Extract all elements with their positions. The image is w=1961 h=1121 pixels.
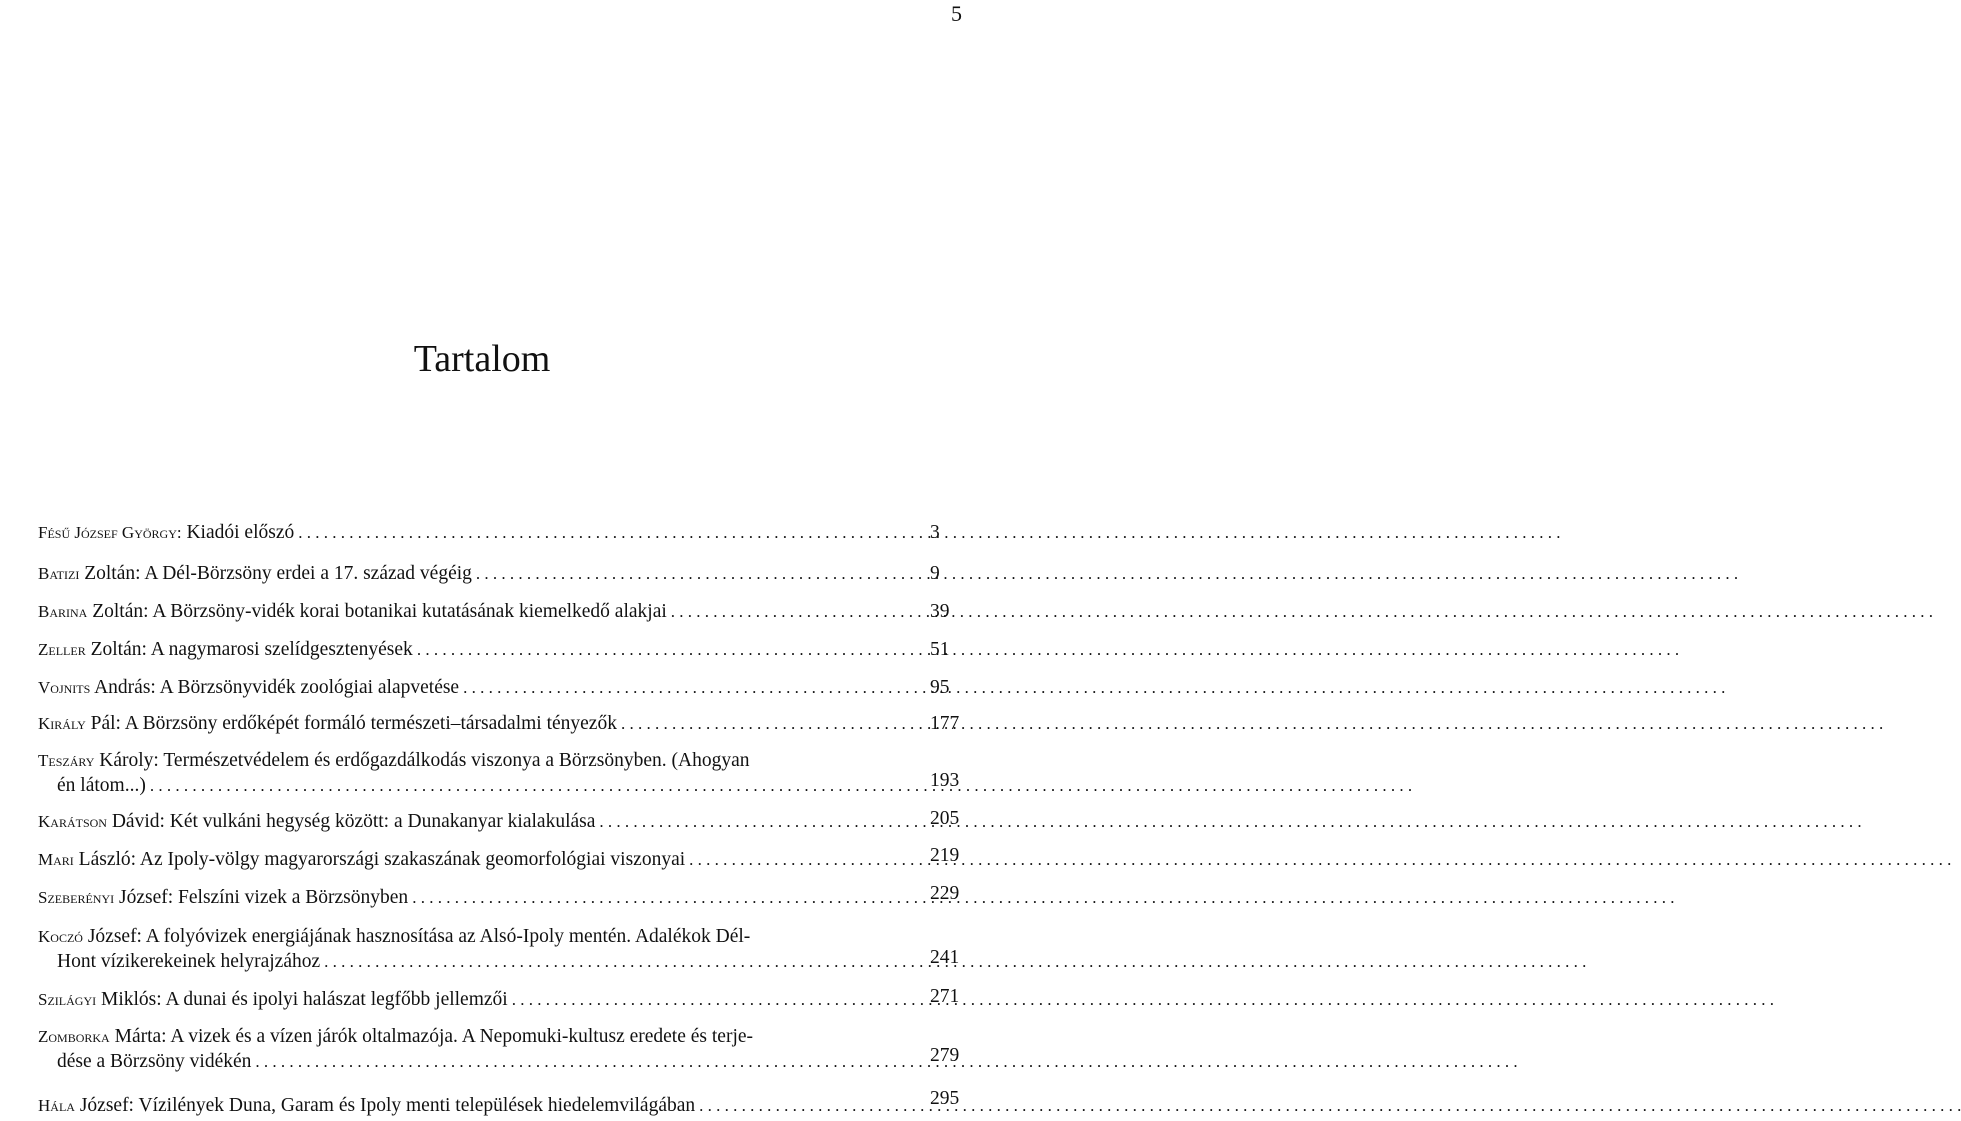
entry-title: Kiadói előszó	[186, 522, 295, 543]
leader-dots	[508, 987, 1774, 1012]
toc-entry[interactable]	[38, 520, 894, 545]
leader-dots	[459, 675, 1725, 700]
author-surname: Karátson	[38, 812, 107, 831]
entry-title: Pál: A Börzsöny erdőképét formáló természeti–társadalmi tényezők	[90, 713, 617, 734]
toc-entry[interactable]	[38, 637, 894, 662]
toc-entry[interactable]	[38, 675, 894, 700]
entry-title: Zoltán: A Börzsöny-vidék korai botanikai kutatásának kiemelkedő alakjai	[92, 601, 667, 622]
author-surname: Szilágyi	[38, 990, 97, 1009]
entry-page-number: 177	[930, 713, 960, 734]
entry-page-number: 51	[930, 639, 950, 660]
page-number: 5	[951, 1, 962, 26]
toc-entry[interactable]	[38, 809, 894, 834]
author-surname: Zeller	[38, 640, 86, 659]
toc-entry[interactable]	[38, 561, 894, 586]
entry-title: József: Vízilények Duna, Garam és Ipoly menti települések hiedelemvilágában	[79, 1095, 696, 1116]
author-surname: Teszáry	[38, 751, 95, 770]
author-surname: Vojnits	[38, 678, 91, 697]
entry-title: László: Az Ipoly-völgy magyarországi szakaszának geomorfológiai viszonyai	[78, 849, 686, 870]
toc-entry[interactable]	[38, 711, 894, 736]
entry-page-number: 219	[930, 845, 960, 866]
author-surname: Barina	[38, 602, 88, 621]
entry-page-number: 271	[930, 986, 960, 1007]
entry-title: József: Felszíni vizek a Börzsönyben	[119, 887, 409, 908]
author-surname: Zomborka	[38, 1027, 110, 1046]
entry-page-number: 241	[930, 947, 960, 968]
author-surname: Hála	[38, 1096, 75, 1115]
entry-page-number: 205	[930, 808, 960, 829]
author-surname: Szeberényi	[38, 888, 115, 907]
toc-entry[interactable]	[38, 924, 894, 974]
entry-title: Márta: A vizek és a vízen járók oltalmazója. A Nepomuki-kultusz eredete és terje-	[114, 1026, 754, 1047]
entry-title-continuation: Hont vízikerekeinek helyrajzához	[57, 951, 321, 972]
leader-dots	[251, 1049, 1517, 1074]
leader-dots	[617, 711, 1883, 736]
entry-page-number: 39	[930, 601, 950, 622]
author-surname: Király	[38, 714, 86, 733]
leader-dots	[146, 773, 1412, 798]
page-title: Tartalom	[413, 338, 551, 380]
entry-page-number: 279	[930, 1045, 960, 1066]
entry-page-number: 95	[930, 677, 950, 698]
entry-title-continuation: én látom...)	[57, 775, 146, 796]
leader-dots	[294, 520, 1560, 545]
author-surname: Koczó	[38, 927, 83, 946]
leader-dots	[408, 885, 1674, 910]
leader-dots	[685, 847, 1951, 872]
entry-title-continuation: dése a Börzsöny vidékén	[57, 1051, 252, 1072]
author-surname: Batizi	[38, 564, 80, 583]
author-surname: Mari	[38, 850, 74, 869]
entry-title: András: A Börzsönyvidék zoológiai alapvetése	[94, 677, 460, 698]
leader-dots	[472, 561, 1738, 586]
leader-dots	[695, 1093, 1961, 1118]
entry-title: Zoltán: A Dél-Börzsöny erdei a 17. század végéig	[84, 563, 472, 584]
entry-title: Dávid: Két vulkáni hegység között: a Dunakanyar kialakulása	[111, 811, 596, 832]
entry-title: József: A folyóvizek energiájának hasznosítása az Alsó-Ipoly mentén. Adalékok Dél-	[87, 926, 751, 947]
entry-page-number: 193	[930, 770, 960, 791]
entry-page-number: 3	[930, 522, 940, 543]
entry-title: Károly: Természetvédelem és erdőgazdálkodás viszonya a Börzsönyben. (Ahogyan	[99, 750, 750, 771]
leader-dots	[667, 599, 1933, 624]
entry-page-number: 295	[930, 1088, 960, 1109]
toc-entry[interactable]	[38, 599, 894, 624]
toc-entry[interactable]	[38, 1093, 894, 1118]
toc-entry[interactable]	[38, 748, 894, 798]
toc-entry[interactable]	[38, 1024, 894, 1074]
entry-title: Miklós: A dunai és ipolyi halászat legfőbb jellemzői	[100, 989, 508, 1010]
entry-title: Zoltán: A nagymarosi szelídgesztenyések	[90, 639, 413, 660]
entry-page-number: 229	[930, 883, 960, 904]
entry-page-number: 9	[930, 563, 940, 584]
author-surname: Fésű József György:	[38, 523, 182, 542]
toc-entry[interactable]	[38, 885, 894, 910]
leader-dots	[413, 637, 1679, 662]
leader-dots	[595, 809, 1861, 834]
toc-entry[interactable]	[38, 847, 894, 872]
table-of-contents	[0, 0, 960, 1121]
toc-entry[interactable]	[38, 987, 894, 1012]
